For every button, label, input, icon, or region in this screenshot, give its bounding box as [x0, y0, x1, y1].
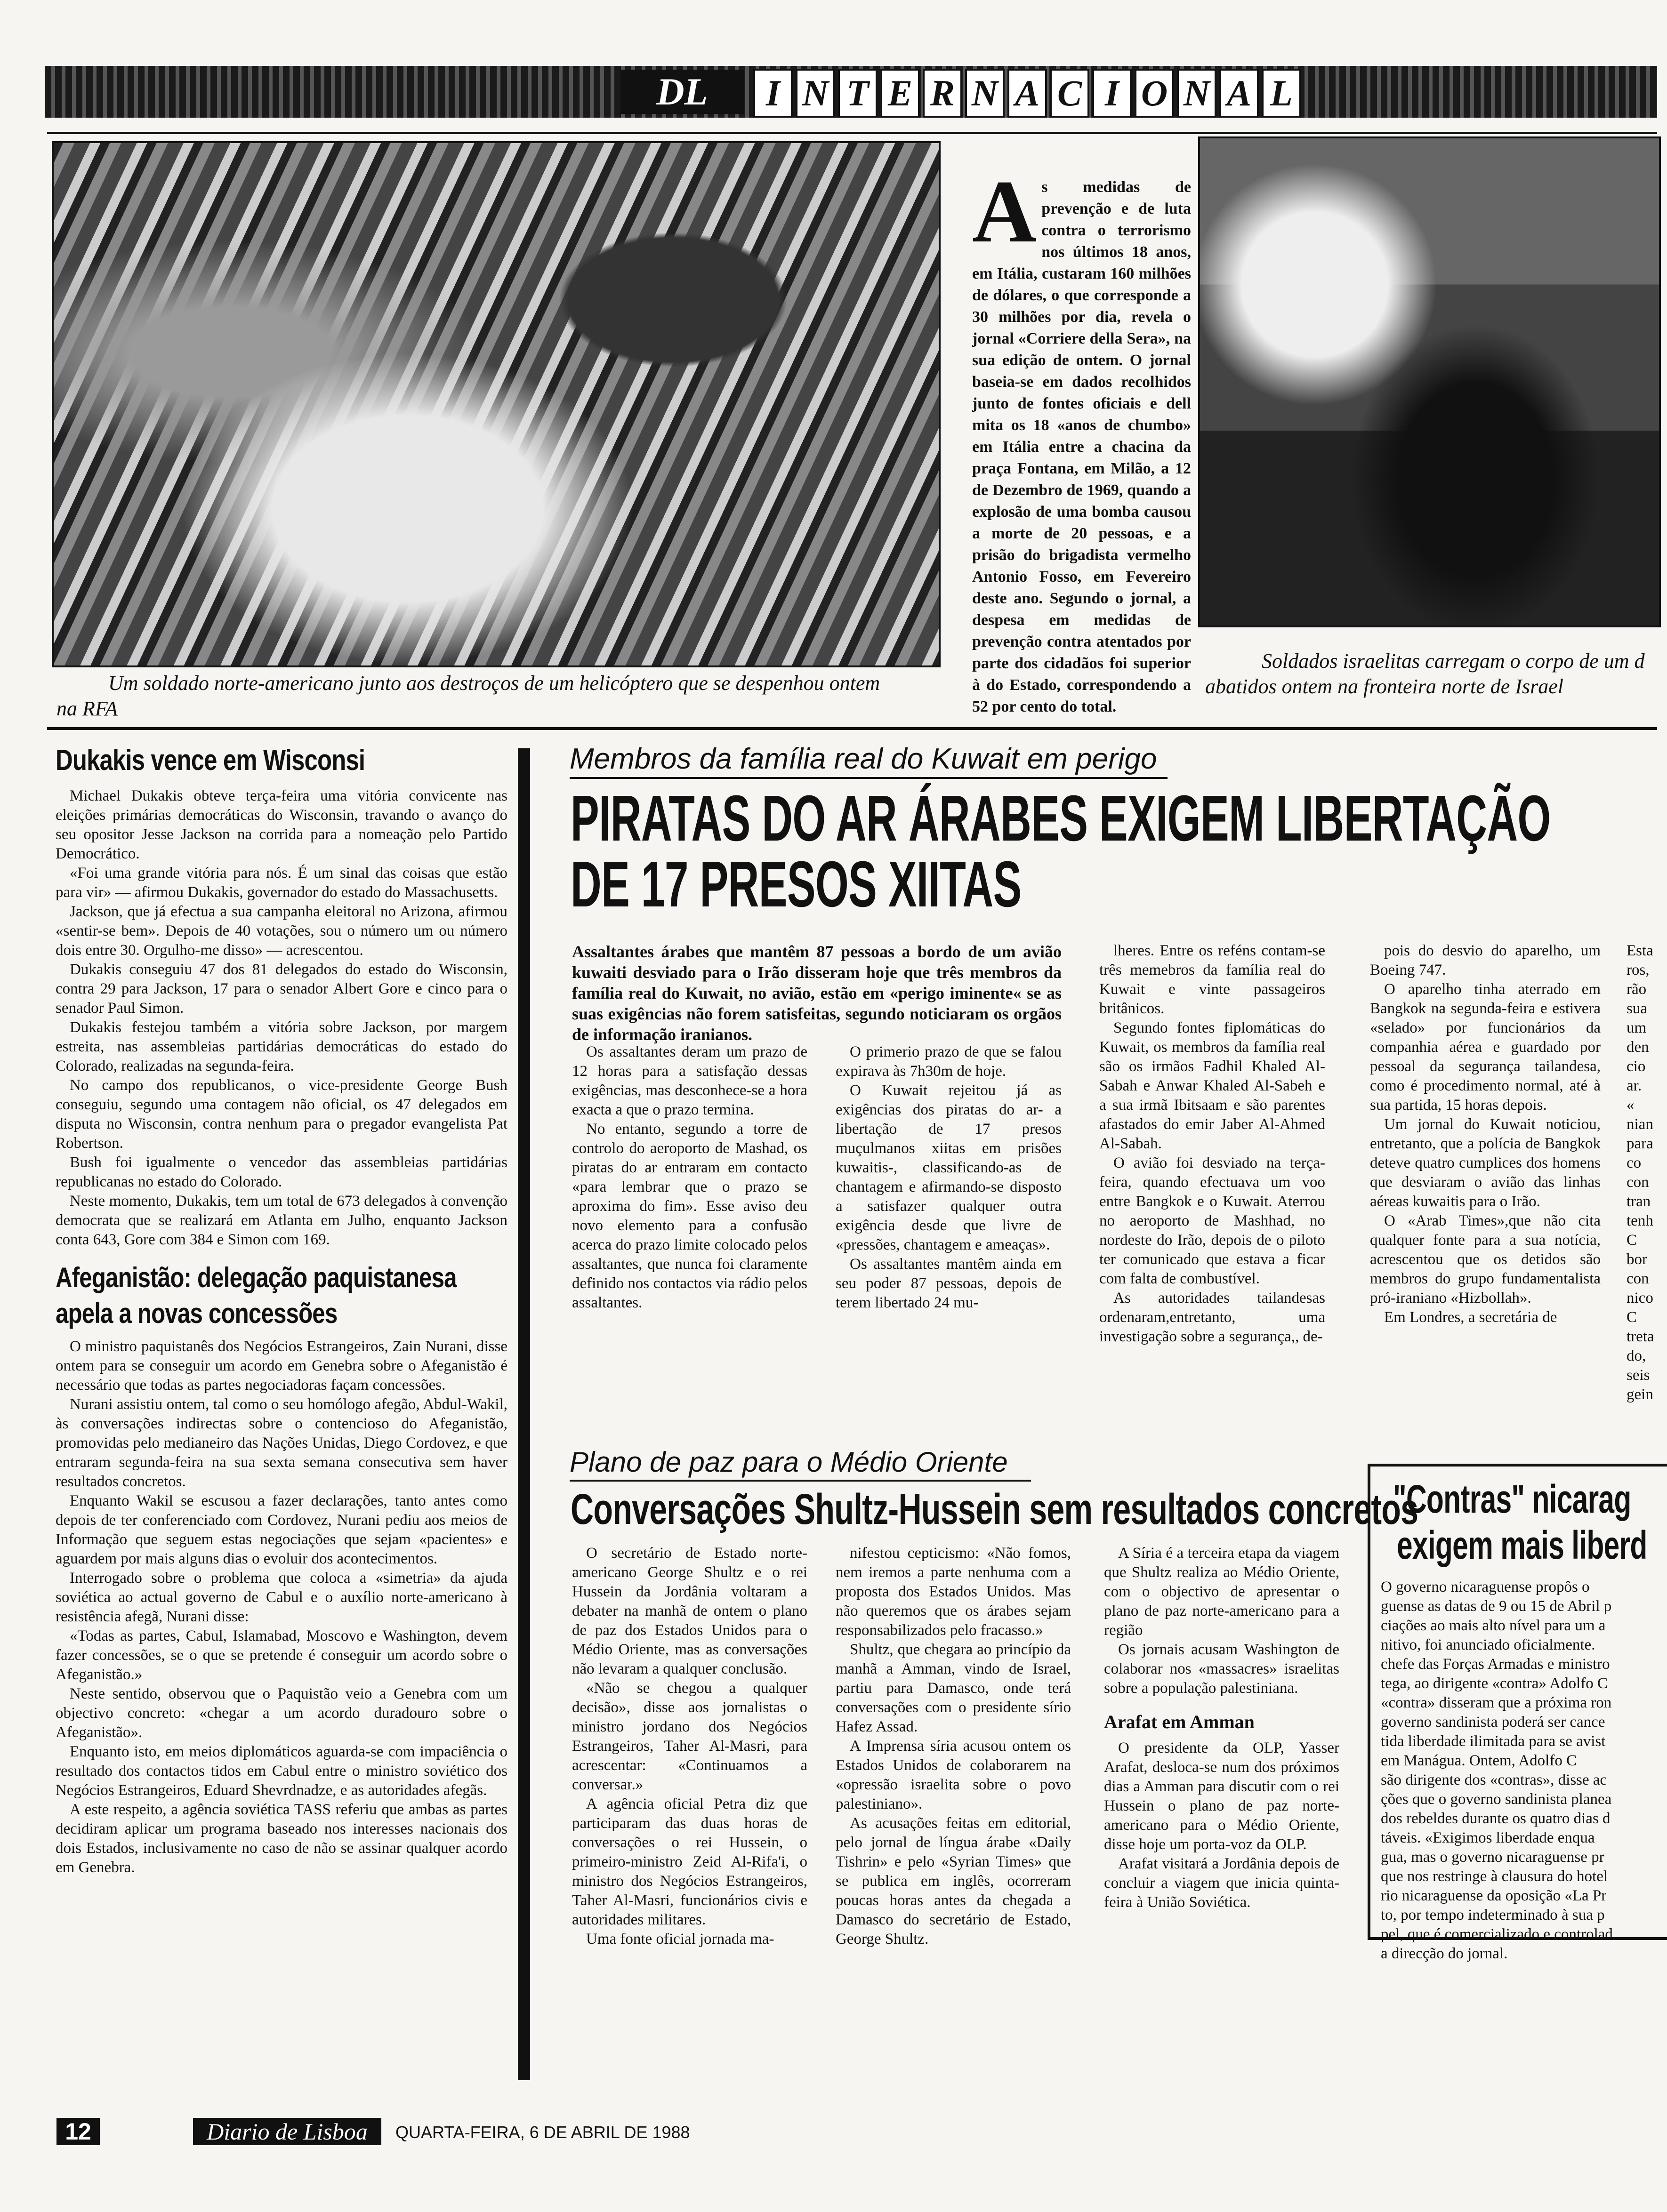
dukakis-headline: Dukakis vence em Wisconsi	[56, 744, 365, 777]
kuwait-col-3	[1099, 941, 1325, 1346]
paragraph: As autoridades tailandesas ordenaram,entretanto, uma investigação sobre a segurança,, de-	[1099, 1290, 1325, 1345]
paragraph: do,	[1627, 1347, 1646, 1364]
paragraph: Dukakis festejou também a vitória sobre Jackson, por margem estreita, nas assembleias partidárias democráticas do estado do Colorado, realizadas na segunda-feira.	[56, 1019, 507, 1074]
section-title	[753, 69, 1304, 118]
italy-text: s medidas de prevenção e de luta contra o terrorismo nos últimos 18 anos, em Itália, custaram 160 milhões de dólares, o que corresponde a 30 milhões por dia, revela o jornal «Corriere della Sera», na sua edição de ontem. O jornal baseia-se em dados recolhidos junto de fontes oficiais e dell mita os 18 «anos de chumbo» em Itália entre a chacina da praça Fontana, em Milão, a 12 de Dezembro de 1969, quando a explosão de uma bomba causou a morte de 20 pessoas, e a prisão do brigadista vermelho Antonio Fosso, em Fevereiro deste ano. Segundo o jornal, a despesa em medidas de prevenção contra atentados por parte dos cidadãos foi superior à do Estado, correspondendo a 52 por cento do total.	[972, 178, 1191, 715]
paragraph: Os jornais acusam Washington de colaborar nos «massacres» israelitas sobre a população palestiniana.	[1104, 1641, 1339, 1697]
paragraph: As acusações feitas em editorial, pelo jornal de língua árabe «Daily Tishrin» e pelo «Syrian Times» que se publica em inglês, ocorreram poucas horas antes da chegada a Damasco do secretário de Estado, George Shultz.	[836, 1815, 1071, 1948]
paragraph: O governo nicaraguense propôs o	[1381, 1579, 1590, 1595]
paragraph: «Todas as partes, Cabul, Islamabad, Moscovo e Washington, devem fazer concessões, se o que se pretende é conseguir um acordo sobre o Afeganistão.»	[56, 1627, 507, 1683]
paragraph: Michael Dukakis obteve terça-feira uma vitória convicente nas eleições primárias democráticas do Wisconsin, travando o avanço do seu opositor Jesse Jackson na corrida para a nomeação pelo Partido Democrático.	[56, 787, 507, 862]
paragraph: para	[1627, 1135, 1653, 1152]
italy-terrorism-brief	[972, 162, 1191, 718]
paragraph: nitivo, foi anunciado oficialmente.	[1381, 1636, 1595, 1653]
paragraph: A Síria é a terceira etapa da viagem que Shultz realiza ao Médio Oriente, com o objectivo de apresentar o plano de paz norte-americano para a região	[1104, 1545, 1339, 1639]
paragraph: con	[1627, 1174, 1649, 1191]
paragraph: rio nicaraguense da oposição «La Pr	[1381, 1887, 1607, 1904]
issue-date: QUARTA-FEIRA, 6 DE ABRIL DE 1988	[395, 2123, 690, 2142]
paragraph: um	[1627, 1019, 1647, 1036]
paragraph: No campo dos republicanos, o vice-presidente George Bush conseguiu, segundo uma contagem não oficial, os 47 delegados em disputa no Wisconsin, contra nenhum para o pregador evangelista Pat Robertson.	[56, 1077, 507, 1152]
paragraph: Bush foi igualmente o vencedor das assembleias partidárias republicanas no estado do Colorado.	[56, 1154, 507, 1190]
paragraph: Neste momento, Dukakis, tem um total de 673 delegados à convenção democrata que se realizará em Atlanta em Julho, enquanto Jackson conta 643, Gore com 384 e Simon com 169.	[56, 1193, 507, 1248]
paragraph: Em Londres, a secretária de	[1384, 1309, 1557, 1326]
paragraph: Shultz, que chegara ao princípio da manhã a Amman, vindo de Israel, partiu para Damasco, onde terá conversações com o presidente sírio Hafez Assad.	[836, 1641, 1071, 1735]
paragraph: Jackson, que já efectua a sua campanha eleitoral no Arizona, afirmou «sentir-se bem». Depois de 40 votações, sou o número um ou número dois entre 30. Orgulho-me disso» — acrescentou.	[56, 903, 507, 959]
kuwait-headline-2: DE 17 PRESOS XIITAS	[571, 848, 1022, 921]
paragraph: tran	[1627, 1193, 1651, 1210]
section-letter: N	[965, 69, 1005, 118]
helicopter-wreck-photo	[52, 141, 941, 667]
paragraph: O avião foi desviado na terça-feira, quando efectuava um voo entre Bangkok e o Kuwait. Aterrou no aeroporto de Mashhad, no nordeste do Irão, depois de o piloto ter comunicado que estava a ficar com falta de combustível.	[1099, 1154, 1325, 1287]
paragraph: ar.	[1627, 1077, 1642, 1094]
shultz-col-3-text	[1104, 1544, 1339, 1698]
paragraph: «	[1627, 1097, 1635, 1114]
newspaper-logo: DL	[620, 70, 744, 114]
page-number: 12	[56, 2118, 100, 2145]
paragraph: seis	[1627, 1367, 1650, 1384]
paragraph: Os assaltantes mantêm ainda em seu poder 87 pessoas, depois de terem libertado 24 mu-	[836, 1256, 1062, 1311]
paragraph: que nos restringe à clausura do hotel	[1381, 1868, 1608, 1885]
paragraph: co	[1627, 1154, 1642, 1171]
paragraph: Dukakis conseguiu 47 dos 81 delegados do estado do Wisconsin, contra 29 para Jackson, 17 para o senador Albert Gore e cinco para o senador Paul Simon.	[56, 961, 507, 1017]
section-letter: C	[1050, 69, 1089, 118]
section-letter: I	[1092, 69, 1132, 118]
paragraph: Um jornal do Kuwait noticiou, entretanto, que a polícia de Bangkok deteve quatro cumplices dos homens que desviaram o avião das linhas aéreas kuwaitis para o Irão.	[1370, 1116, 1601, 1210]
top-rule	[47, 132, 1657, 134]
paragraph: nico	[1627, 1290, 1653, 1306]
paragraph: sua	[1627, 1000, 1647, 1017]
section-letter: L	[1262, 69, 1301, 118]
section-letter: A	[1219, 69, 1259, 118]
afghanistan-headline-2: apela a novas concessões	[56, 1298, 338, 1329]
paragraph: C	[1627, 1232, 1637, 1249]
kuwait-headline-1: PIRATAS DO AR ÁRABES EXIGEM LIBERTAÇÃO	[571, 782, 1551, 855]
paragraph: O «Arab Times»,que não cita qualquer fonte para a sua notícia, acrescentou que os detidos são membros do grupo fundamentalista pró-iraniano «Hizbollah».	[1370, 1212, 1601, 1306]
paragraph: O secretário de Estado norte-americano George Shultz e o rei Hussein da Jordânia voltaram a debater na manhã de ontem o plano de paz dos Estados Unidos para o Médio Oriente, mas as conversações não levaram a qualquer conclusão.	[572, 1545, 807, 1677]
paragraph: O presidente da OLP, Yasser Arafat, desloca-se num dos próximos dias a Amman para discutir com o rei Hussein o plano de paz norte-americano para o Médio Oriente, disse hoje um porta-voz da OLP.	[1104, 1739, 1339, 1853]
section-letter: N	[1177, 69, 1216, 118]
shultz-col-1	[572, 1544, 807, 1949]
arafat-text	[1104, 1739, 1339, 1912]
paragraph: Uma fonte oficial jornada ma-	[586, 1931, 774, 1948]
kuwait-col-5-cut	[1627, 941, 1657, 1404]
shultz-headline: Conversações Shultz-Hussein sem resultados concretos	[571, 1485, 1418, 1533]
israeli-soldiers-photo	[1198, 136, 1661, 627]
afghanistan-headline-1: Afeganistão: delegação paquistanesa	[56, 1262, 457, 1293]
paragraph: tega, ao dirigente «contra» Adolfo C	[1381, 1675, 1608, 1692]
section-letter: R	[923, 69, 962, 118]
paragraph: O primerio prazo de que se falou expirava às 7h30m de hoje.	[836, 1043, 1062, 1080]
paragraph: «Foi uma grande vitória para nós. É um sinal das coisas que estão para vir» — afirmou Dukakis, governador do estado do Massachusetts.	[56, 865, 507, 901]
paragraph: A este respeito, a agência soviética TASS referiu que ambas as partes decidiram aplicar um programa baseado nos interesses nacionais dos dois Estados, inclusivamente no caso de não se assinar qualquer acordo em Genebra.	[56, 1801, 507, 1876]
photo2-caption: Soldados israelitas carregam o corpo de um d abatidos ontem na fronteira norte de Israel	[1205, 649, 1645, 698]
kuwait-kicker: Membros da família real do Kuwait em perigo	[570, 741, 1168, 779]
paragraph: gein	[1627, 1386, 1653, 1403]
paragraph: pel, que é comercializado e controlad	[1381, 1926, 1613, 1943]
paragraph: nifestou cepticismo: «Não fomos, nem iremos a parte nenhuma com a proposta dos Estados Unidos. Mas não queremos que os árabes sejam responsabilizados pelo fracasso.»	[836, 1545, 1071, 1639]
paragraph: nian	[1627, 1116, 1653, 1133]
left-column	[56, 741, 507, 1877]
paragraph: táveis. «Exigimos liberdade enqua	[1381, 1829, 1595, 1846]
shultz-kicker: Plano de paz para o Médio Oriente	[570, 1445, 1031, 1482]
paragraph: C	[1627, 1309, 1637, 1326]
paragraph: chefe das Forças Armadas e ministro	[1381, 1656, 1610, 1673]
paragraph: treta	[1627, 1328, 1654, 1345]
kuwait-lead: Assaltantes árabes que mantêm 87 pessoas a bordo de um avião kuwaiti desviado para o Irão disseram hoje que três membros da família real do Kuwait, no avião, estão em «perigo iminente« se as suas exigências não forem satisfeitas, segundo noticiaram os orgãos de informação iranianos.	[572, 942, 1062, 1044]
section-letter: I	[753, 69, 793, 118]
section-letter: T	[838, 69, 878, 118]
paragraph: A Imprensa síria acusou ontem os Estados Unidos de colaborarem na «opressão israelita sobre o povo palestiniano».	[836, 1738, 1071, 1812]
contras-headline-1: "Contras" nicarag	[1393, 1477, 1631, 1521]
paragraph: Enquanto Wakil se escusou a fazer declarações, tanto antes como depois de ter conferenciado com Cordovez, Nurani pediu aos meios de Informação que seguem estas negociações que sejam «pacientes» e aguardem por mais alguns dias o evoluir dos acontecimentos.	[56, 1492, 507, 1567]
paragraph: governo sandinista poderá ser cance	[1381, 1714, 1605, 1731]
newspaper-name: Diario de Lisboa	[193, 2118, 381, 2145]
paragraph: Enquanto isto, em meios diplomáticos aguarda-se com impaciência o resultado dos contactos tidos em Cabul entre o ministro soviético dos Negócios Estrangeiros, Eduard Shevrdnadze, e as autoridades afegãs.	[56, 1743, 507, 1799]
paragraph: O aparelho tinha aterrado em Bangkok na segunda-feira e estivera «selado» por funcionários da companhia aérea e guardado por pessoal da segurança tailandesa, como é procedimento normal, até à sua partida, 15 horas depois.	[1370, 981, 1601, 1114]
paragraph: pois do desvio do aparelho, um Boeing 747.	[1370, 942, 1601, 978]
paragraph: Arafat visitará a Jordânia depois de concluir a viagem que inicia quinta-feira à União Soviética.	[1104, 1855, 1339, 1911]
afghanistan-article	[56, 1337, 507, 1877]
paragraph: den	[1627, 1039, 1649, 1056]
shultz-col-3	[1104, 1544, 1339, 1912]
section-letter: E	[880, 69, 920, 118]
paragraph: tenh	[1627, 1212, 1653, 1229]
paragraph: «Não se chegou a qualquer decisão», disse aos jornalistas o ministro jordano dos Negócios Estrangeiros, Taher Al-Masri, para acrescentar: «Continuamos a conversar.»	[572, 1680, 807, 1793]
paragraph: Neste sentido, observou que o Paquistão veio a Genebra com um objectivo concreto: «chegar a um acordo duradouro sobre o Afeganistão».	[56, 1685, 507, 1741]
photo-bottom-rule	[47, 727, 1657, 730]
kuwait-col-1	[572, 1042, 807, 1313]
section-letter: A	[1007, 69, 1047, 118]
paragraph: guense as datas de 9 ou 15 de Abril p	[1381, 1598, 1612, 1615]
paragraph: O Kuwait rejeitou já as exigências dos piratas do ar- a libertação de 17 presos muçulmanos xiitas em prisões kuwaitis-, classificando-as de chantagem e afirmando-se disposto a satisfazer qualquer outra exigência desde que livre de «pressões, chantagem e ameaças».	[836, 1082, 1062, 1253]
kuwait-col-2	[836, 1042, 1062, 1313]
paragraph: cio	[1627, 1058, 1646, 1075]
column-divider-bar	[518, 748, 530, 2080]
paragraph: to, por tempo indeterminado à sua p	[1381, 1907, 1605, 1923]
paragraph: dos rebeldes durante os quatro dias d	[1381, 1810, 1611, 1827]
paragraph: A agência oficial Petra diz que participaram das duas horas de conversações o rei Hussein, o primeiro-ministro Zeid Al-Rifa'i, o ministro dos Negócios Estrangeiros, Taher Al-Masri, funcionários civis e autoridades militares.	[572, 1795, 807, 1928]
section-letter: O	[1135, 69, 1174, 118]
paragraph: gua, mas o governo nicaraguense pr	[1381, 1849, 1604, 1866]
paragraph: Segundo fontes fiplomáticas do Kuwait, os membros da família real são os irmãos Fadhil Khaled Al-Sabah e Anwar Khaled Al-Sabeh e a sua irmã Ibitsaam e são parentes afastados do emir Jaber Al-Ahmed Al-Sabah.	[1099, 1019, 1325, 1152]
arafat-subhead: Arafat em Amman	[1104, 1711, 1255, 1732]
paragraph: rão	[1627, 981, 1647, 998]
paragraph: em Manágua. Ontem, Adolfo C	[1381, 1752, 1577, 1769]
paragraph: a direcção do jornal.	[1381, 1945, 1508, 1962]
dukakis-article	[56, 786, 507, 1250]
contras-headline-2: exigem mais liberd	[1397, 1523, 1647, 1567]
paragraph: ções que o governo sandinista planea	[1381, 1791, 1612, 1808]
contras-text	[1381, 1578, 1667, 1964]
paragraph: lheres. Entre os reféns contam-se três memebros da família real do Kuwait e vinte passageiros britânicos.	[1099, 942, 1325, 1017]
paragraph: No entanto, segundo a torre de controlo do aeroporto de Mashad, os piratas do ar entraram em contacto «para lembrar que o prazo se aproxima do fim». Esse aviso deu novo elemento para a confusão acerca do prazo limite colocado pelos assaltantes, que nunca foi claramente definido nos contactos via rádio pelos assaltantes.	[572, 1121, 807, 1311]
paragraph: são dirigente dos «contras», disse ac	[1381, 1771, 1607, 1788]
paragraph: Esta	[1627, 942, 1653, 959]
paragraph: con	[1627, 1270, 1649, 1287]
kuwait-col-4	[1370, 941, 1601, 1327]
contras-box	[1368, 1464, 1667, 1962]
paragraph: bor	[1627, 1251, 1647, 1268]
shultz-col-2	[836, 1544, 1071, 1949]
paragraph: Nurani assistiu ontem, tal como o seu homólogo afegão, Abdul-Wakil, às conversações indirectas sobre o contencioso do Afeganistão, promovidas pelo medianeiro das Nações Unidas, Diego Cordovez, e que entraram segunda-feira na sua sexta semana consecutiva sem haver resultados concretos.	[56, 1396, 507, 1490]
drop-cap: A	[972, 162, 1037, 261]
paragraph: Os assaltantes deram um prazo de 12 horas para a satisfação dessas exigências, mas desconhece-se a hora exacta a que o prazo termina.	[572, 1043, 807, 1118]
paragraph: ros,	[1627, 962, 1650, 978]
paragraph: O ministro paquistanês dos Negócios Estrangeiros, Zain Nurani, disse ontem para se conseguir um acordo em Genebra sobre o Afeganistão é necessário que todas as partes negociadoras façam concessões.	[56, 1338, 507, 1394]
photo1-caption: Um soldado norte-americano junto aos destroços de um helicóptero que se despenhou ontem na RFA	[56, 672, 880, 720]
paragraph: ciações ao mais alto nível para um a	[1381, 1617, 1606, 1634]
section-letter: N	[796, 69, 835, 118]
paragraph: Interrogado sobre o problema que coloca a «simetria» da ajuda soviética ao actual governo de Cabul e o auxílio norte-americano à resistência afegã, Nurani disse:	[56, 1570, 507, 1625]
paragraph: «contra» disseram que a próxima ron	[1381, 1694, 1612, 1711]
paragraph: tida liberdade ilimitada para se avist	[1381, 1733, 1606, 1750]
